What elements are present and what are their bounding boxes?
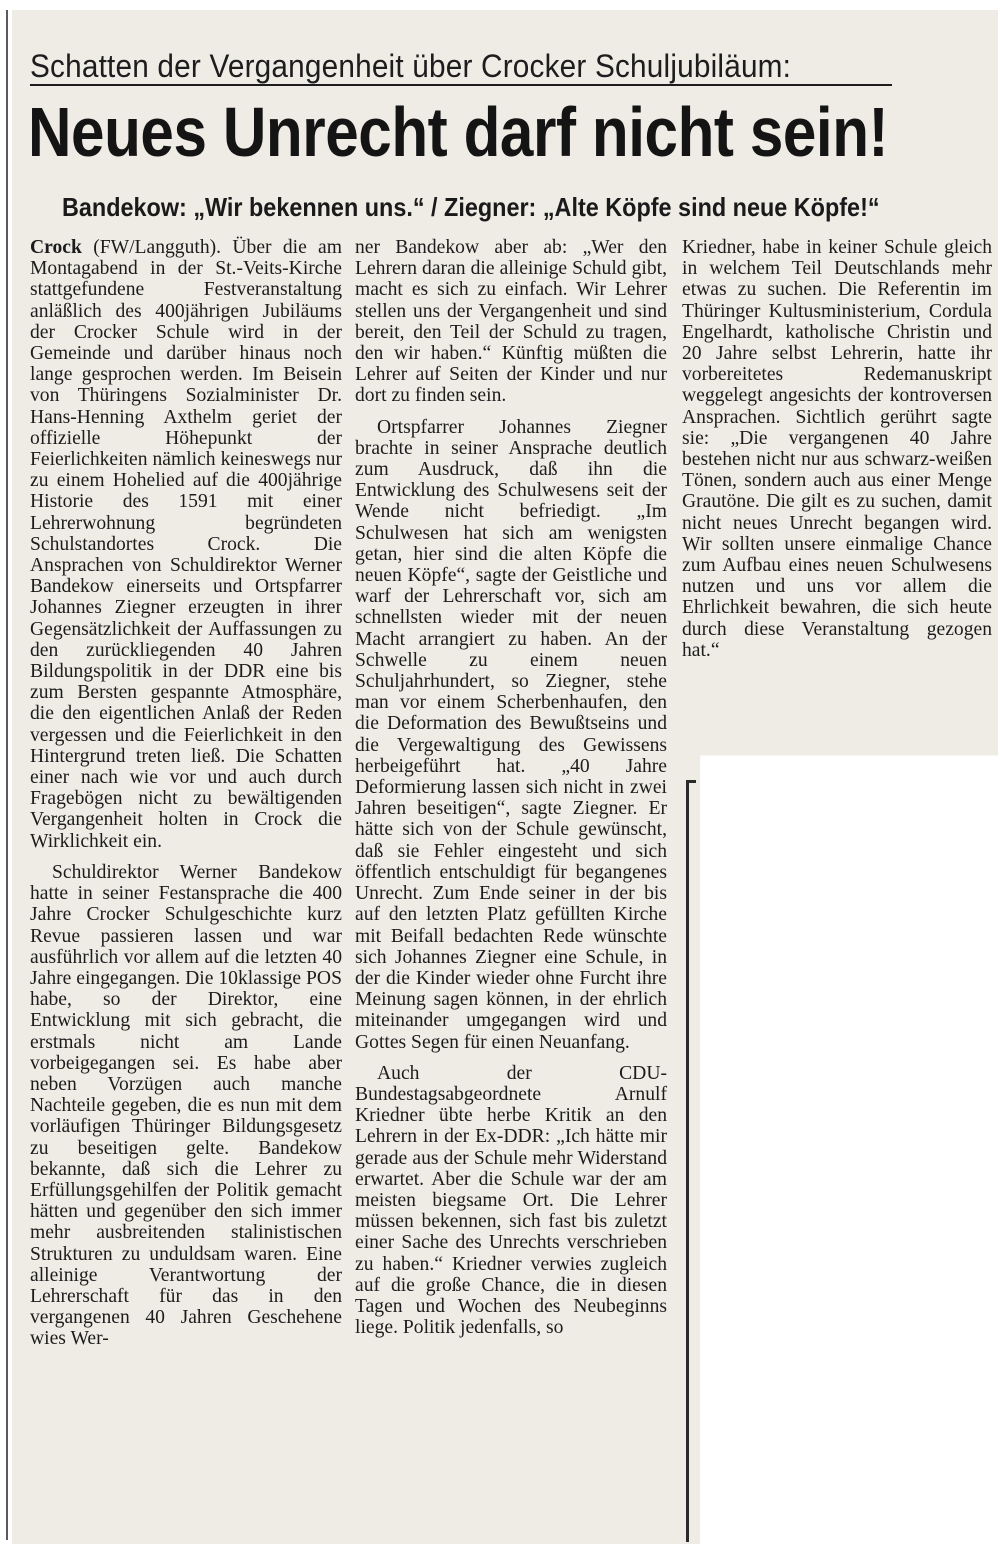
kicker-underline (30, 84, 892, 86)
article-headline: Neues Unrecht darf nicht sein! (28, 93, 889, 171)
column-1-paragraph-1-text: Über die am Montagabend in der St.-Veits-Kirche stattgefundene Festveranstaltung anläßlich des 400jährigen Jubiläums der Crocker Schule wird in der Gemeinde und darüber hinaus noch lange gesprochen werden. Im Beisein von Thüringens Sozialminister Dr. Hans-Henning Axthelm geriet der offizielle Höhepunkt der Feierlichkeiten nämlich keineswegs nur zu einem Hohelied auf die 400jährige Historie des 1591 mit einer Lehrerwohnung begründeten Schulstandortes Crock. Die Ansprachen von Schuldirektor Werner Bandekow einerseits und Ortspfarrer Johannes Ziegner erzeugten in ihrer Gegensätzlichkeit der Auffassungen zu den zurückliegenden 40 Jahren Bildungspolitik in der DDR eine bis zum Bersten gespannte Atmosphäre, die den eigentlichen Anlaß der Reden vergessen und die Feierlichkeit in den Hintergrund treten ließ. Die Schatten einer nach wie vor und auch durch Fragebögen nicht zu bewältigenden Vergangenheit holten in Crock die Wirklichkeit ein. (30, 237, 342, 852)
text-column-1 (30, 237, 342, 1350)
column-3-paragraph-1: Kriedner, habe in keiner Schule gleich in welchem Teil Deutschlands mehr etwas zu suchen. Die Referentin im Thüringer Kultusministerium, Cordula Engelhardt, katholische Christin und 20 Jahre selbst Lehrerin, hatte ihr vorbereitetes Redemanuskript weggelegt angesichts der kontroversen Ansprachen. Sichtlich gerührt sagte sie: „Die vergangenen 40 Jahre bestehen nicht nur aus schwarz-weißen Tönen, sondern auch aus einer Menge Grautöne. Die gilt es zu suchen, damit nicht neues Unrecht begangen wird. Wir sollten unsere einmalige Chance zum Aufbau eines neuen Schulwesens nutzen und uns vor allem die Ehrlichkeit bewahren, die sich heute durch diese Veranstaltung gezogen hat.“ (682, 237, 992, 661)
column-2-paragraph-3: Auch der CDU-Bundestagsabgeordnete Arnulf Kriedner übte herbe Kritik an den Lehrern in der Ex-DDR: „Ich hätte mir gerade aus der Schule mehr Widerstand erwartet. Aber die Schule war der am meisten biegsame Ort. Die Lehrer müssen bekennen, sich fast bis zuletzt einer Sache des Unrechts verschrieben zu haben.“ Kriedner verwies zugleich auf die große Chance, die in diesen Tagen und Wochen des Neubeginns liege. Politik jedenfalls, so (355, 1062, 667, 1339)
dateline: Crock (30, 237, 82, 258)
clipping-edge-line (6, 10, 8, 1540)
article-kicker: Schatten der Vergangenheit über Crocker Schuljubiläum: (30, 48, 792, 84)
article-subheadline: Bandekow: „Wir bekennen uns.“ / Ziegner: „Alte Köpfe sind neue Köpfe!“ (62, 192, 880, 222)
adjacent-article-border (686, 780, 689, 1542)
column-1-paragraph-2: Schuldirektor Werner Bandekow hatte in seiner Festansprache die 400 Jahre Crocker Schulgeschichte kurz Revue passieren lassen und war ausführlich vor allem auf die letzten 40 Jahre eingegangen. Die 10klassige POS habe, so der Direktor, eine Entwicklung mit sich gebracht, die erstmals nicht am Lande vorbeigegangen sei. Es habe aber neben Vorzügen auch manche Nachteile gegeben, die es nun mit dem vorläufigen Thüringer Bildungsgesetz zu beseitigen gelte. Bandekow bekannte, daß sich die Lehrer zu Erfüllungsgehilfen der Politik gemacht hätten und gegenüber den sich immer mehr ausbreitenden stalinistischen Strukturen zu unduldsam waren. Eine alleinige Verantwortung der Lehrerschaft für das in den vergangenen 40 Jahren Geschehene wies Wer- (30, 861, 342, 1350)
text-column-2 (355, 237, 667, 1338)
column-2-paragraph-2: Ortspfarrer Johannes Ziegner brachte in seiner Ansprache deutlich zum Ausdruck, daß ihn die Entwicklung des Schulwesens seit der Wende nicht befriedigt. „Im Schulwesen hat sich am wenigsten getan, hier sind die alten Köpfe die neuen Köpfe“, sagte der Geistliche und warf der Lehrerschaft vor, sich am schnellsten wieder mit der neuen Macht arrangiert zu haben. An der Schwelle zu einem neuen Schuljahrhundert, so Ziegner, stehe man vor einem Scherbenhaufen, den die Deformation des Bewußtseins und die Vergewaltigung des Gewissens herbeigeführt hat. „40 Jahre Deformierung lassen sich nicht in zwei Jahren beseitigen“, sagte Ziegner. Er hätte sich von der Schule gewünscht, daß sie Fehler eingesteht und sich öffentlich entschuldigt für begangenes Unrecht. Zum Ende seiner in der bis auf den letzten Platz gefüllten Kirche mit Beifall bedachten Rede wünschte sich Johannes Ziegner eine Schule, in der die Kinder wieder ohne Furcht ihre Meinung sagen können, in der ehrlich miteinander umgegangen wird und Gottes Segen für einen Neuanfang. (355, 416, 667, 1053)
byline: (FW/Langguth). (93, 237, 222, 258)
text-column-3 (682, 237, 992, 661)
column-1-paragraph-1 (30, 237, 342, 852)
column-2-paragraph-1: ner Bandekow aber ab: „Wer den Lehrern daran die alleinige Schuld gibt, macht es sich zu einfach. Wir Lehrer stellen uns der Vergangenheit und sind bereit, den Teil der Schuld zu tragen, den wir haben.“ Künftig müßten die Lehrer auf Seiten der Kinder und nur dort zu finden sein. (355, 237, 667, 407)
adjacent-article-border-top (686, 780, 696, 783)
